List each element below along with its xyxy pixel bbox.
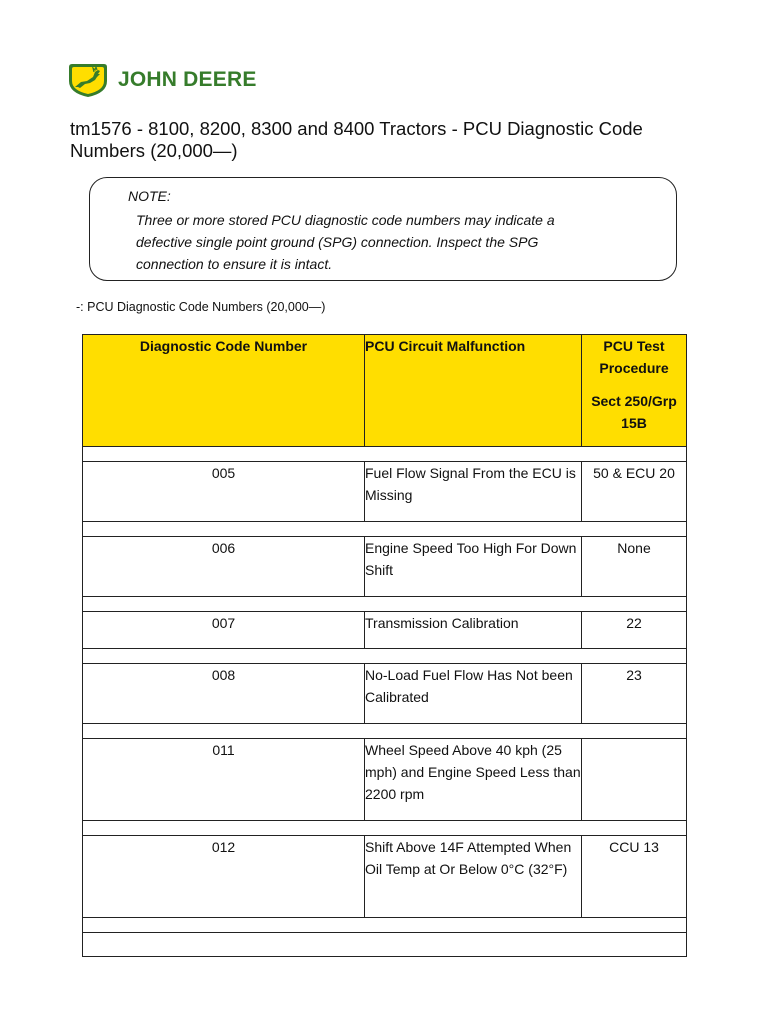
brand-name: JOHN DEERE [118, 68, 257, 91]
code-cell: 005 [83, 462, 365, 522]
procedure-cell: 22 [582, 612, 687, 649]
john-deere-logo [68, 62, 257, 98]
code-cell: 012 [83, 836, 365, 918]
spacer-row [83, 447, 687, 462]
malfunction-cell: Engine Speed Too High For Down Shift [365, 537, 582, 597]
page-title: tm1576 - 8100, 8200, 8300 and 8400 Tractors - PCU Diagnostic Code Numbers (20,000—) [70, 118, 643, 161]
procedure-cell: 50 & ECU 20 [582, 462, 687, 522]
header-malfunction: PCU Circuit Malfunction [365, 335, 582, 447]
procedure-cell: CCU 13 [582, 836, 687, 918]
code-cell: 008 [83, 664, 365, 724]
code-cell: 007 [83, 612, 365, 649]
header-code: Diagnostic Code Number [83, 335, 365, 447]
diagnostic-code-table [82, 334, 687, 957]
spacer-row [83, 918, 687, 933]
header-procedure-label: PCU Test Procedure [599, 338, 669, 376]
table-row [83, 612, 687, 649]
malfunction-cell: Shift Above 14F Attempted When Oil Temp at Or Below 0°C (32°F) [365, 836, 582, 918]
note-label: NOTE: [128, 188, 171, 204]
spacer-row [83, 724, 687, 739]
code-cell: 011 [83, 739, 365, 821]
deer-logo-icon [68, 62, 108, 98]
malfunction-cell: Transmission Calibration [365, 612, 582, 649]
spacer-row [83, 522, 687, 537]
header-procedure-sub: Sect 250/Grp 15B [591, 393, 677, 431]
table-row [83, 462, 687, 522]
empty-row [83, 933, 687, 957]
malfunction-cell: Fuel Flow Signal From the ECU is Missing [365, 462, 582, 522]
spacer-row [83, 597, 687, 612]
table-caption: -: PCU Diagnostic Code Numbers (20,000—) [76, 300, 326, 314]
code-cell: 006 [83, 537, 365, 597]
procedure-cell: 23 [582, 664, 687, 724]
table-row [83, 739, 687, 821]
malfunction-cell: No-Load Fuel Flow Has Not been Calibrated [365, 664, 582, 724]
malfunction-cell: Wheel Speed Above 40 kph (25 mph) and Engine Speed Less than 2200 rpm [365, 739, 582, 821]
table-row [83, 537, 687, 597]
note-text: Three or more stored PCU diagnostic code numbers may indicate a defective single point ground (SPG) connection. Inspect the SPG connection to ensure it is intact. [136, 212, 555, 272]
table-row [83, 836, 687, 918]
procedure-cell [582, 739, 687, 821]
header-procedure [582, 335, 687, 447]
spacer-row [83, 649, 687, 664]
procedure-cell: None [582, 537, 687, 597]
spacer-row [83, 821, 687, 836]
table-row [83, 664, 687, 724]
table-header-row [83, 335, 687, 447]
note-box [89, 177, 677, 281]
